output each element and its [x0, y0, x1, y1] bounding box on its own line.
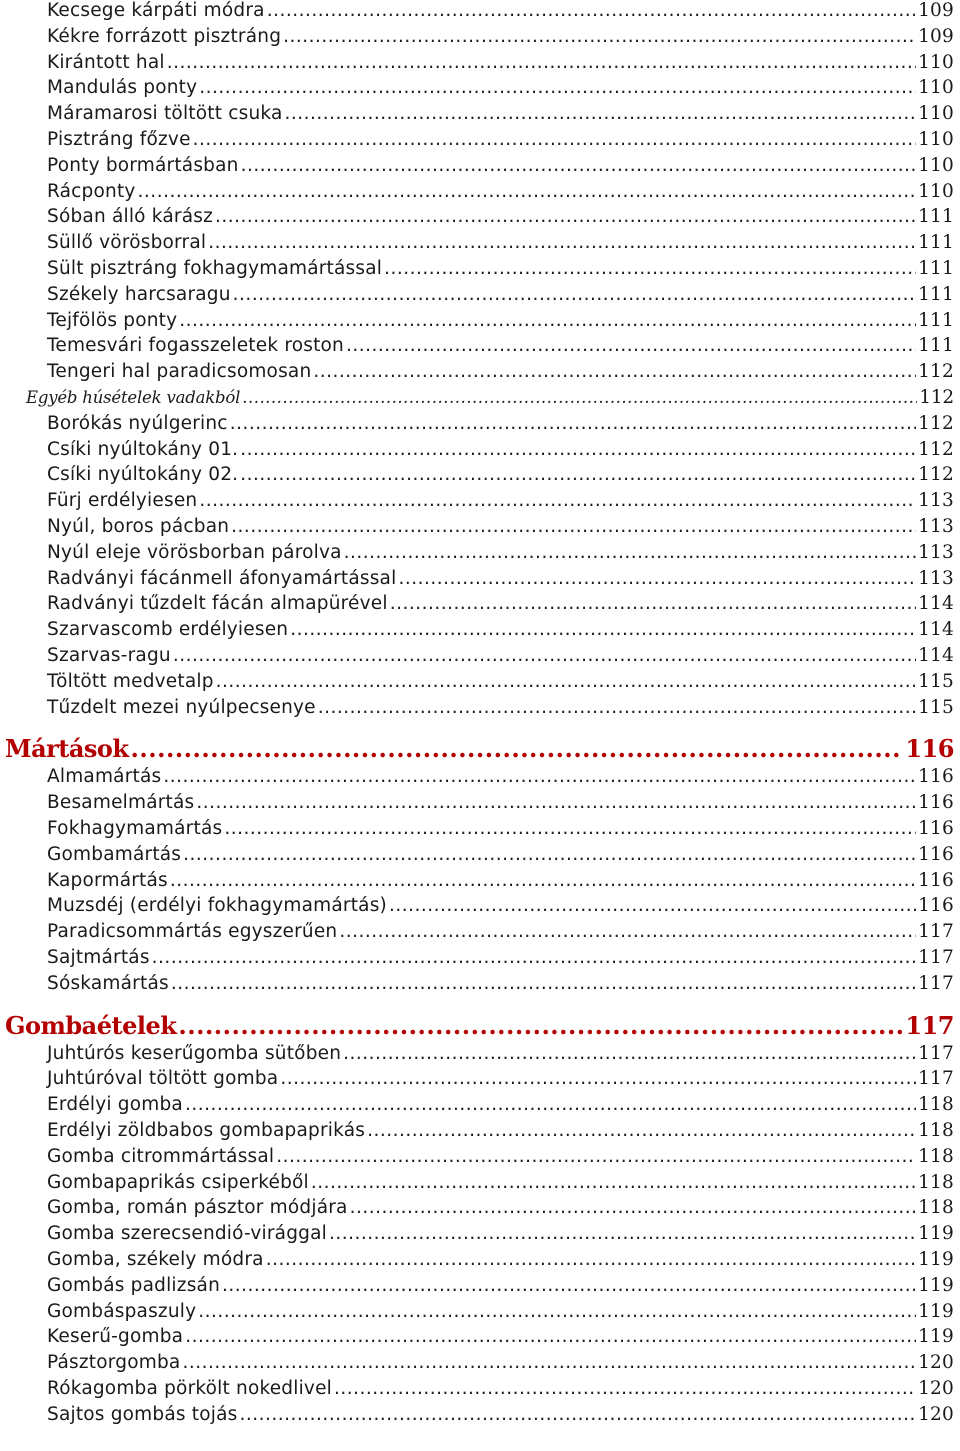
toc-entry[interactable]	[47, 947, 954, 973]
dot-leader	[285, 103, 917, 124]
toc-entry-title: Mártások	[5, 734, 129, 764]
dot-leader	[199, 490, 916, 511]
toc-entry-title: Gomba, román pásztor módjára	[47, 1197, 348, 1219]
dot-leader	[242, 388, 917, 407]
dot-leader	[170, 870, 916, 891]
dot-leader	[389, 895, 916, 916]
toc-entry[interactable]	[47, 844, 954, 870]
toc-entry[interactable]	[47, 232, 954, 258]
toc-entry[interactable]	[47, 1249, 954, 1275]
toc-page-number: 111	[918, 283, 954, 305]
toc-entry-title: Almamártás	[47, 766, 162, 788]
dot-leader	[384, 258, 916, 279]
toc-page-number: 116	[918, 843, 954, 865]
toc-page-number: 110	[918, 154, 954, 176]
toc-entry[interactable]	[47, 464, 954, 490]
toc-entry[interactable]	[47, 1120, 954, 1146]
toc-page-number: 117	[918, 1068, 954, 1090]
toc-entry[interactable]	[47, 258, 954, 284]
toc-entry-title: Gombáspaszuly	[47, 1300, 197, 1322]
toc-entry[interactable]	[47, 52, 954, 78]
toc-entry-title: Csíki nyúltokány 02.	[47, 464, 239, 486]
toc-entry[interactable]	[47, 0, 954, 26]
toc-entry[interactable]	[47, 1352, 954, 1378]
toc-page-number: 117	[918, 1042, 954, 1064]
toc-entry[interactable]	[47, 103, 954, 129]
toc-entry-title: Süllő vörösborral	[47, 232, 207, 254]
toc-entry[interactable]	[47, 26, 954, 52]
dot-leader	[350, 1197, 916, 1218]
dot-leader	[266, 1249, 916, 1270]
toc-entry[interactable]	[47, 1068, 954, 1094]
dot-leader	[182, 1352, 916, 1373]
toc-page-number: 112	[918, 412, 954, 434]
dot-leader	[183, 844, 916, 865]
dot-leader	[222, 1275, 916, 1296]
toc-entry[interactable]	[47, 1043, 954, 1069]
toc-entry-title: Fürj erdélyiesen	[47, 490, 198, 512]
toc-entry[interactable]	[47, 129, 954, 155]
toc-entry-title: Tejfölös ponty	[47, 309, 178, 331]
dot-leader	[178, 1011, 903, 1040]
toc-entry-title: Gomba citrommártással	[47, 1145, 275, 1167]
dot-leader	[276, 1146, 916, 1167]
toc-entry-title: Tengeri hal paradicsomosan	[47, 361, 312, 383]
dot-leader	[267, 0, 916, 21]
toc-entry-title: Sült pisztráng fokhagymamártással	[47, 258, 383, 279]
toc-entry-title: Sajtmártás	[47, 947, 150, 968]
toc-page-number: 112	[918, 464, 954, 486]
toc-page-number: 120	[918, 1378, 954, 1399]
toc-page-number: 110	[918, 103, 954, 125]
toc-entry-title: Nyúl, boros pácban	[47, 516, 230, 537]
toc-entry-title: Paradicsommártás egyszerűen	[47, 921, 338, 943]
dot-leader	[346, 335, 916, 356]
toc-entry[interactable]	[47, 1197, 954, 1223]
toc-entry[interactable]	[47, 361, 954, 387]
toc-page-number: 118	[918, 1094, 954, 1116]
dot-leader	[329, 1223, 916, 1244]
dot-leader	[313, 361, 916, 382]
dot-leader	[152, 947, 916, 968]
toc-entry-title: Sóskamártás	[47, 972, 169, 994]
dot-leader	[280, 1068, 916, 1089]
toc-entry[interactable]	[47, 619, 954, 645]
dot-leader	[138, 181, 917, 202]
toc-page-number: 117	[918, 921, 954, 943]
toc-entry-title: Tűzdelt mezei nyúlpecsenye	[47, 696, 316, 718]
toc-entry[interactable]	[47, 1326, 954, 1352]
toc-page-number: 110	[918, 180, 954, 202]
toc-entry[interactable]	[47, 568, 954, 594]
dot-leader	[230, 413, 916, 434]
toc-entry-title: Erdélyi zöldbabos gombapaprikás	[47, 1120, 366, 1141]
toc-entry[interactable]	[47, 921, 954, 947]
toc-entry-title: Juhtúrós keserűgomba sütőben	[47, 1042, 342, 1064]
toc-entry-title: Gombaételek	[5, 1010, 177, 1040]
dot-leader	[239, 1404, 916, 1425]
toc-page-number: 118	[918, 1145, 954, 1167]
toc-page-number: 113	[918, 541, 954, 563]
toc-entry[interactable]	[47, 439, 954, 465]
toc-page-number: 115	[918, 670, 954, 692]
dot-leader	[179, 310, 916, 331]
toc-page-number: 111	[918, 258, 954, 279]
toc-entry-title: Máramarosi töltött csuka	[47, 103, 283, 125]
dot-leader	[339, 921, 916, 942]
toc-entry-title: Kapormártás	[47, 869, 168, 891]
toc-entry-title: Szarvascomb erdélyiesen	[47, 619, 289, 641]
toc-page-number: 111	[918, 232, 954, 254]
toc-page-number: 118	[918, 1171, 954, 1193]
dot-leader	[208, 232, 916, 253]
toc-page-number: 110	[918, 51, 954, 73]
dot-leader	[131, 734, 904, 763]
dot-leader	[199, 77, 916, 98]
toc-page-number: 111	[918, 335, 954, 357]
toc-page-number: 116	[918, 818, 954, 839]
dot-leader	[224, 818, 916, 839]
toc-page-number: 112	[918, 438, 954, 460]
dot-leader	[390, 593, 916, 614]
dot-leader	[198, 1301, 916, 1322]
toc-entry[interactable]	[47, 973, 954, 999]
toc-page-number: 116	[918, 792, 954, 814]
toc-entry[interactable]	[47, 697, 954, 723]
toc-entry-title: Székely harcsaragu	[47, 283, 231, 305]
toc-entry-title: Gomba szerecsendió-virággal	[47, 1223, 327, 1245]
toc-entry[interactable]	[47, 1223, 954, 1249]
toc-page-number: 120	[918, 1403, 954, 1425]
toc-entry-title: Borókás nyúlgerinc	[47, 412, 228, 434]
toc-entry[interactable]	[47, 77, 954, 103]
toc-page-number: 119	[918, 1223, 954, 1245]
toc-entry[interactable]	[47, 181, 954, 207]
dot-leader	[344, 542, 916, 563]
toc-page-number: 110	[918, 129, 954, 150]
toc-page-number: 112	[918, 361, 954, 383]
dot-leader	[231, 516, 916, 537]
toc-entry-title: Gombapaprikás csiperkéből	[47, 1171, 309, 1193]
toc-page-number: 114	[918, 619, 954, 641]
toc-entry[interactable]	[47, 413, 954, 439]
dot-leader	[167, 52, 916, 73]
dot-leader	[233, 284, 916, 305]
toc-page-number: 118	[918, 1197, 954, 1219]
toc-entry-title: Rókagomba pörkölt nokedlivel	[47, 1378, 332, 1399]
toc-page-number: 117	[918, 972, 954, 994]
toc-page-number: 109	[918, 25, 954, 47]
toc-entry-title: Muzsdéj (erdélyi fokhagymamártás)	[47, 895, 387, 917]
toc-page-number: 116	[918, 766, 954, 788]
dot-leader	[283, 26, 916, 47]
toc-page-number: 115	[918, 696, 954, 718]
toc-entry-title: Sajtos gombás tojás	[47, 1403, 238, 1425]
toc-page-number: 116	[918, 869, 954, 891]
toc-entry-title: Juhtúróval töltött gomba	[47, 1068, 279, 1090]
toc-page-number: 118	[918, 1120, 954, 1141]
dot-leader	[216, 671, 916, 692]
toc-entry-title: Fokhagymamártás	[47, 818, 223, 839]
dot-leader	[173, 645, 916, 666]
toc-entry-title: Gombás padlizsán	[47, 1274, 220, 1296]
toc-entry[interactable]	[47, 1404, 954, 1430]
toc-entry-title: Pásztorgomba	[47, 1352, 181, 1374]
toc-page-number: 116	[905, 734, 954, 764]
toc-entry[interactable]	[47, 1146, 954, 1172]
dot-leader	[398, 568, 916, 589]
toc-page-number: 109	[918, 0, 954, 21]
dot-leader	[334, 1378, 916, 1399]
toc-page-number: 120	[918, 1352, 954, 1374]
toc-entry-title: Szarvas-ragu	[47, 645, 171, 666]
toc-page-number: 119	[918, 1249, 954, 1270]
toc-page-number: 110	[918, 77, 954, 99]
toc-chapter-heading[interactable]	[5, 1011, 954, 1047]
toc-page-number: 119	[918, 1274, 954, 1296]
toc-entry[interactable]	[47, 870, 954, 896]
toc-page-number: 119	[918, 1300, 954, 1322]
toc-entry-title: Nyúl eleje vörösborban párolva	[47, 541, 342, 563]
toc-entry[interactable]	[47, 516, 954, 542]
toc-entry[interactable]	[47, 792, 954, 818]
toc-page-number: 119	[918, 1326, 954, 1348]
toc-page-number: 114	[918, 645, 954, 666]
toc-entry[interactable]	[47, 155, 954, 181]
toc-entry[interactable]	[47, 671, 954, 697]
toc-entry-title: Keserű-gomba	[47, 1326, 184, 1348]
toc-entry-title: Besamelmártás	[47, 792, 195, 814]
toc-entry[interactable]	[47, 895, 954, 921]
dot-leader	[196, 792, 916, 813]
dot-leader	[367, 1120, 916, 1141]
toc-entry-title: Radványi tűzdelt fácán almapürével	[47, 593, 388, 615]
toc-entry-title: Kecsege kárpáti módra	[47, 0, 265, 21]
toc-page-number: 114	[918, 593, 954, 615]
toc-entry[interactable]	[47, 645, 954, 671]
dot-leader	[240, 464, 916, 485]
toc-section-heading[interactable]	[26, 387, 954, 413]
toc-page-number: 113	[918, 567, 954, 589]
dot-leader	[171, 973, 916, 994]
toc-entry[interactable]	[47, 284, 954, 310]
dot-leader	[215, 206, 916, 227]
toc-page-number: 116	[918, 895, 954, 917]
toc-page-number: 113	[918, 516, 954, 537]
toc-entry[interactable]	[47, 1301, 954, 1327]
dot-leader	[193, 129, 916, 150]
toc-entry[interactable]	[47, 206, 954, 232]
toc-entry[interactable]	[47, 490, 954, 516]
toc-page-number: 111	[918, 206, 954, 228]
toc-entry[interactable]	[47, 1094, 954, 1120]
dot-leader	[241, 155, 917, 176]
toc-entry[interactable]	[47, 1378, 954, 1404]
toc-entry-title: Pisztráng főzve	[47, 129, 191, 150]
toc-entry-title: Sóban álló kárász	[47, 206, 213, 228]
toc-page-number: 111	[918, 309, 954, 331]
toc-entry-title: Erdélyi gomba	[47, 1094, 183, 1116]
toc-entry[interactable]	[47, 1275, 954, 1301]
toc-entry[interactable]	[47, 1172, 954, 1198]
toc-page-number: 117	[905, 1010, 954, 1040]
dot-leader	[290, 619, 916, 640]
dot-leader	[318, 697, 916, 718]
toc-entry-title: Csíki nyúltokány 01.	[47, 438, 239, 460]
dot-leader	[240, 439, 916, 460]
toc-page-number: 113	[918, 490, 954, 512]
toc-entry-title: Gomba, székely módra	[47, 1249, 264, 1270]
dot-leader	[311, 1172, 916, 1193]
toc-entry-title: Mandulás ponty	[47, 77, 198, 99]
toc-page-number: 117	[918, 947, 954, 968]
toc-entry-title: Kirántott hal	[47, 51, 165, 73]
toc-entry[interactable]	[47, 542, 954, 568]
toc-page-number: 112	[919, 387, 954, 408]
toc-entry[interactable]	[47, 818, 954, 844]
dot-leader	[163, 766, 916, 787]
toc-entry-title: Ponty bormártásban	[47, 154, 239, 176]
dot-leader	[185, 1094, 916, 1115]
dot-leader	[185, 1326, 916, 1347]
toc-entry-title: Rácponty	[47, 180, 136, 202]
toc-chapter-heading[interactable]	[5, 734, 954, 770]
toc-entry-title: Kékre forrázott pisztráng	[47, 25, 282, 47]
toc-entry[interactable]	[47, 593, 954, 619]
toc-entry[interactable]	[47, 335, 954, 361]
toc-entry-title: Töltött medvetalp	[47, 670, 214, 692]
toc-entry-title: Radványi fácánmell áfonyamártással	[47, 567, 397, 589]
toc-entry[interactable]	[47, 766, 954, 792]
dot-leader	[343, 1043, 916, 1064]
toc-entry[interactable]	[47, 310, 954, 336]
toc-entry-title: Gombamártás	[47, 843, 182, 865]
toc-entry-title: Egyéb húsételek vadakból	[26, 388, 241, 407]
toc-entry-title: Temesvári fogasszeletek roston	[47, 335, 344, 357]
